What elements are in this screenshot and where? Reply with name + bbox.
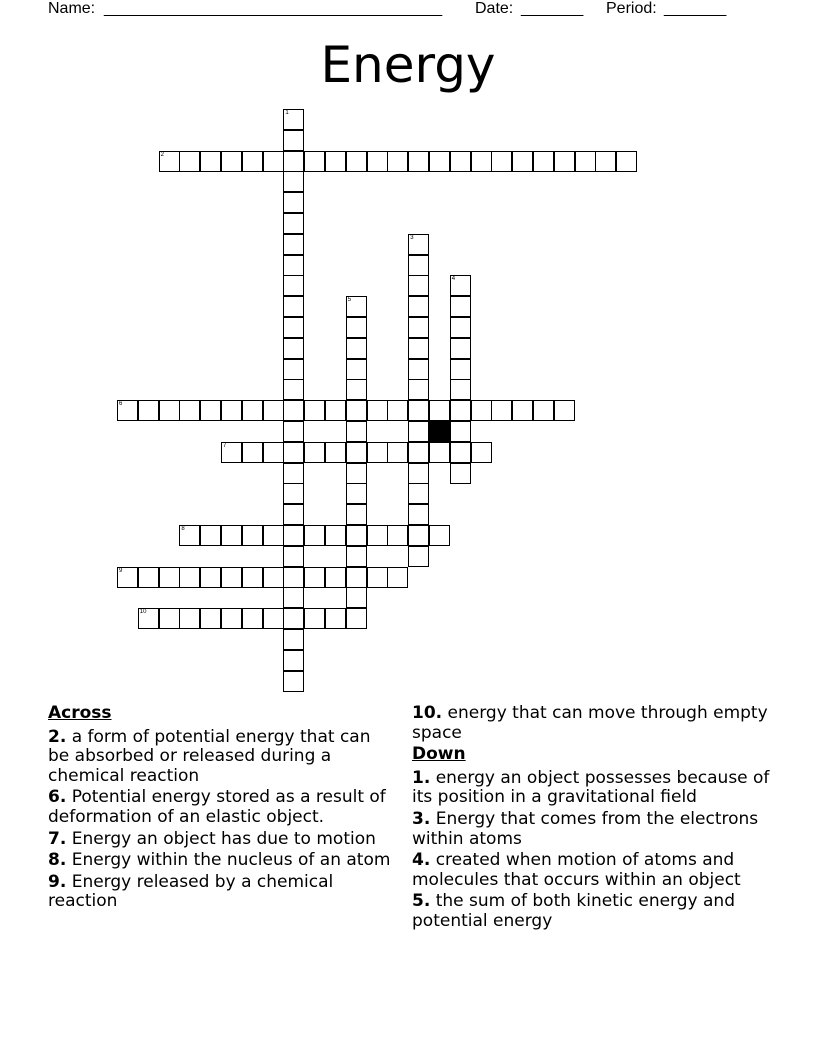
grid-cell[interactable] — [200, 608, 221, 629]
grid-cell[interactable] — [283, 567, 304, 588]
grid-cell[interactable] — [408, 421, 429, 442]
grid-cell[interactable] — [221, 525, 242, 546]
clue-text: Energy within the nucleus of an atom — [71, 850, 391, 871]
grid-cell[interactable] — [429, 400, 450, 421]
grid-cell[interactable] — [533, 151, 554, 172]
grid-cell[interactable] — [346, 421, 367, 442]
grid-cell[interactable] — [408, 296, 429, 317]
grid-cell[interactable] — [117, 400, 138, 421]
across-heading: Across — [48, 703, 112, 723]
across-clue — [48, 830, 393, 850]
clue-text: energy an object possesses because of its position in a gravitational field — [412, 767, 770, 808]
down-clue — [412, 810, 792, 849]
grid-cell[interactable] — [221, 608, 242, 629]
puzzle-title: Energy — [320, 36, 496, 94]
grid-cell[interactable] — [283, 379, 304, 400]
grid-cell[interactable] — [283, 151, 304, 172]
grid-cell[interactable] — [179, 400, 200, 421]
grid-cell[interactable] — [408, 400, 429, 421]
grid-cell[interactable] — [450, 275, 471, 296]
grid-cell[interactable] — [242, 151, 263, 172]
down-clue — [412, 769, 792, 808]
grid-cell[interactable] — [283, 338, 304, 359]
grid-cell[interactable] — [408, 504, 429, 525]
grid-cell[interactable] — [200, 400, 221, 421]
date-field-line[interactable]: _______ — [521, 0, 584, 17]
grid-cell[interactable] — [346, 525, 367, 546]
grid-cell[interactable] — [179, 525, 200, 546]
grid-cell[interactable] — [325, 525, 346, 546]
grid-cell[interactable] — [304, 567, 325, 588]
grid-cell[interactable] — [346, 442, 367, 463]
grid-cell[interactable] — [450, 463, 471, 484]
grid-cell[interactable] — [304, 442, 325, 463]
grid-cell[interactable] — [221, 442, 242, 463]
grid-cell[interactable] — [263, 525, 284, 546]
grid-cell[interactable] — [179, 567, 200, 588]
clue-number-label: 10 — [139, 609, 147, 616]
grid-cell[interactable] — [221, 567, 242, 588]
grid-cell[interactable] — [304, 151, 325, 172]
grid-cell[interactable] — [304, 400, 325, 421]
grid-cell[interactable] — [346, 463, 367, 484]
period-field-line[interactable]: _______ — [664, 0, 727, 17]
grid-cell[interactable] — [242, 608, 263, 629]
grid-cell[interactable] — [512, 400, 533, 421]
grid-cell[interactable] — [512, 151, 533, 172]
grid-cell[interactable] — [304, 525, 325, 546]
grid-cell[interactable] — [159, 151, 180, 172]
grid-cell[interactable] — [283, 421, 304, 442]
grid-cell[interactable] — [408, 442, 429, 463]
grid-cell[interactable] — [242, 442, 263, 463]
clue-number-label: 5 — [347, 297, 352, 304]
clue-text: created when motion of atoms and molecules that occurs within an object — [412, 850, 741, 890]
grid-cell[interactable] — [429, 151, 450, 172]
grid-cell[interactable] — [283, 359, 304, 380]
grid-cell[interactable] — [533, 400, 554, 421]
grid-cell[interactable] — [491, 151, 512, 172]
grid-cell[interactable] — [325, 442, 346, 463]
grid-cell[interactable] — [450, 296, 471, 317]
grid-cell[interactable] — [616, 151, 637, 172]
grid-cell[interactable] — [346, 317, 367, 338]
clue-number: 4. — [412, 850, 431, 871]
grid-cell[interactable] — [283, 255, 304, 276]
clue-number-label: 7 — [223, 442, 227, 449]
grid-cell[interactable] — [283, 234, 304, 255]
clue-text: a form of potential energy that can be absorbed or released during a chemical reaction — [48, 726, 371, 786]
grid-cell[interactable] — [408, 275, 429, 296]
grid-cell[interactable] — [346, 567, 367, 588]
grid-cell[interactable] — [408, 234, 429, 255]
grid-cell[interactable] — [283, 671, 304, 692]
grid-cell[interactable] — [263, 400, 284, 421]
clue-number-label: 3 — [410, 234, 414, 241]
grid-cell[interactable] — [283, 192, 304, 213]
grid-cell[interactable] — [471, 442, 492, 463]
grid-cell[interactable] — [471, 151, 492, 172]
down-clue — [412, 851, 792, 890]
grid-cell[interactable] — [408, 338, 429, 359]
grid-cell[interactable] — [408, 255, 429, 276]
grid-cell[interactable] — [283, 317, 304, 338]
clue-number: 10. — [412, 703, 443, 723]
name-field-line[interactable]: ______________________________________ — [104, 0, 443, 17]
grid-cell[interactable] — [346, 379, 367, 400]
grid-cell[interactable] — [408, 546, 429, 567]
grid-cell[interactable] — [367, 400, 388, 421]
grid-cell[interactable] — [387, 442, 408, 463]
across-clue — [48, 728, 393, 787]
grid-cell[interactable] — [450, 359, 471, 380]
blocked-cell — [429, 421, 450, 442]
grid-cell[interactable] — [346, 296, 367, 317]
grid-cell[interactable] — [346, 546, 367, 567]
grid-cell[interactable] — [387, 567, 408, 588]
grid-cell[interactable] — [367, 567, 388, 588]
grid-cell[interactable] — [283, 213, 304, 234]
grid-cell[interactable] — [200, 567, 221, 588]
grid-cell[interactable] — [346, 608, 367, 629]
grid-cell[interactable] — [283, 504, 304, 525]
grid-cell[interactable] — [575, 151, 596, 172]
name-label: Name: — [48, 0, 96, 17]
grid-cell[interactable] — [346, 504, 367, 525]
grid-cell[interactable] — [242, 400, 263, 421]
grid-cell[interactable] — [408, 463, 429, 484]
clue-number: 7. — [48, 828, 67, 849]
grid-cell[interactable] — [283, 483, 304, 504]
grid-cell[interactable] — [200, 151, 221, 172]
grid-cell[interactable] — [346, 483, 367, 504]
grid-cell[interactable] — [450, 442, 471, 463]
across-clue — [48, 873, 393, 912]
clues-left-column — [48, 704, 393, 914]
grid-cell[interactable] — [159, 608, 180, 629]
grid-cell[interactable] — [283, 130, 304, 151]
clue-number-label: 8 — [181, 526, 185, 532]
grid-cell[interactable] — [346, 359, 367, 380]
grid-cell[interactable] — [304, 608, 325, 629]
grid-cell[interactable] — [429, 525, 450, 546]
grid-cell[interactable] — [325, 608, 346, 629]
clue-text: Energy an object has due to motion — [71, 828, 376, 849]
clue-number-label: 2 — [160, 151, 164, 158]
grid-cell[interactable] — [554, 151, 575, 172]
grid-cell[interactable] — [263, 151, 284, 172]
grid-cell[interactable] — [408, 359, 429, 380]
grid-cell[interactable] — [471, 400, 492, 421]
grid-cell[interactable] — [491, 400, 512, 421]
grid-cell[interactable] — [159, 400, 180, 421]
grid-cell[interactable] — [263, 567, 284, 588]
grid-cell[interactable] — [450, 317, 471, 338]
clue-number: 2. — [48, 726, 67, 747]
date-label: Date: — [475, 0, 514, 17]
grid-cell[interactable] — [325, 567, 346, 588]
grid-cell[interactable] — [283, 463, 304, 484]
grid-cell[interactable] — [138, 608, 159, 629]
grid-cell[interactable] — [179, 608, 200, 629]
grid-cell[interactable] — [283, 525, 304, 546]
grid-cell[interactable] — [325, 400, 346, 421]
clue-text: Potential energy stored as a result of deformation of an elastic object. — [48, 787, 386, 827]
grid-cell[interactable] — [283, 275, 304, 296]
clue-number: 1. — [412, 767, 431, 788]
grid-cell[interactable] — [429, 442, 450, 463]
grid-cell[interactable] — [138, 400, 159, 421]
down-heading: Down — [412, 744, 466, 765]
grid-cell[interactable] — [450, 151, 471, 172]
clue-text: Energy released by a chemical reaction — [48, 871, 334, 912]
grid-cell[interactable] — [450, 379, 471, 400]
clue-number-label: 4 — [451, 276, 456, 283]
across-clue — [48, 851, 393, 871]
grid-cell[interactable] — [283, 546, 304, 567]
grid-cell[interactable] — [450, 421, 471, 442]
grid-cell[interactable] — [408, 151, 429, 172]
grid-cell[interactable] — [408, 483, 429, 504]
grid-cell[interactable] — [450, 338, 471, 359]
grid-cell[interactable] — [387, 151, 408, 172]
clue-number: 9. — [48, 871, 67, 892]
grid-cell[interactable] — [200, 525, 221, 546]
grid-cell[interactable] — [283, 650, 304, 671]
clue-number-label: 1 — [285, 110, 289, 116]
grid-cell[interactable] — [138, 567, 159, 588]
grid-cell[interactable] — [367, 442, 388, 463]
grid-cell[interactable] — [283, 171, 304, 192]
grid-cell[interactable] — [221, 151, 242, 172]
grid-cell[interactable] — [242, 567, 263, 588]
grid-cell[interactable] — [346, 151, 367, 172]
grid-cell[interactable] — [367, 151, 388, 172]
clue-text: the sum of both kinetic energy and potential energy — [412, 891, 735, 931]
down-clue — [412, 892, 792, 931]
grid-cell[interactable] — [595, 151, 616, 172]
grid-cell[interactable] — [450, 400, 471, 421]
grid-cell[interactable] — [221, 400, 242, 421]
grid-cell[interactable] — [408, 317, 429, 338]
grid-cell[interactable] — [387, 400, 408, 421]
grid-cell[interactable] — [554, 400, 575, 421]
grid-cell[interactable] — [283, 296, 304, 317]
grid-cell[interactable] — [283, 400, 304, 421]
grid-cell[interactable] — [346, 400, 367, 421]
grid-cell[interactable] — [367, 525, 388, 546]
clue-number: 5. — [412, 891, 431, 912]
grid-cell[interactable] — [283, 608, 304, 629]
grid-cell[interactable] — [117, 567, 138, 588]
clue-text: Energy that comes from the electrons within atoms — [412, 808, 759, 849]
grid-cell[interactable] — [387, 525, 408, 546]
clue-number-label: 9 — [119, 567, 123, 574]
clue-text: energy that can move through empty space — [412, 703, 768, 743]
clues-right-column — [412, 704, 792, 934]
grid-cell[interactable] — [263, 608, 284, 629]
grid-cell[interactable] — [408, 379, 429, 400]
grid-cell[interactable] — [346, 338, 367, 359]
grid-cell[interactable] — [346, 587, 367, 608]
grid-cell[interactable] — [283, 109, 304, 130]
grid-cell[interactable] — [283, 442, 304, 463]
clue-number: 6. — [48, 787, 67, 808]
across-clue — [48, 788, 393, 827]
grid-cell[interactable] — [159, 567, 180, 588]
clue-number: 3. — [412, 808, 431, 829]
grid-cell[interactable] — [263, 442, 284, 463]
grid-cell[interactable] — [283, 587, 304, 608]
period-label: Period: — [606, 0, 657, 17]
grid-cell[interactable] — [325, 151, 346, 172]
grid-cell[interactable] — [242, 525, 263, 546]
grid-cell[interactable] — [283, 629, 304, 650]
across-clue — [412, 704, 792, 743]
grid-cell[interactable] — [179, 151, 200, 172]
clue-number: 8. — [48, 850, 67, 871]
clue-number-label: 6 — [119, 401, 123, 408]
grid-cell[interactable] — [408, 525, 429, 546]
